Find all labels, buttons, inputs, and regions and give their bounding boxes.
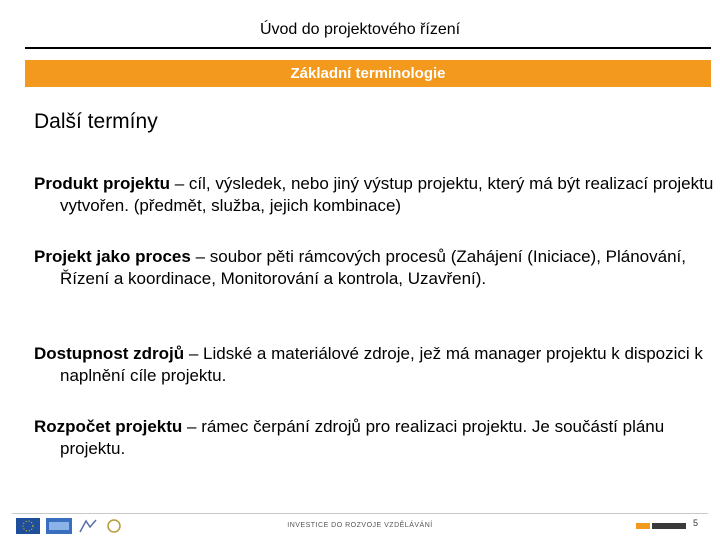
page-number: 5: [693, 518, 699, 528]
term-name: Rozpočet projektu: [34, 417, 183, 436]
project-logo-icon: [636, 520, 688, 532]
footer-logo-right: [636, 516, 688, 536]
term-item: [34, 246, 720, 290]
term-definition: – rámec čerpání zdrojů pro realizaci projektu. Je součástí plánu projektu.: [60, 417, 665, 458]
term-definition: – Lidské a materiálové zdroje, jež má manager projektu k dispozici k naplnění cíle projektu.: [60, 344, 703, 385]
term-name: Dostupnost zdrojů: [34, 344, 185, 363]
term-name: Projekt jako proces: [34, 247, 191, 266]
term-item: [34, 173, 720, 217]
page-title: Úvod do projektového řízení: [259, 21, 461, 38]
slide-heading: Další termíny: [34, 110, 158, 133]
term-item: [34, 416, 720, 460]
term-item: [34, 343, 720, 387]
term-definition: – soubor pěti rámcových procesů (Zahájení (Iniciace), Plánování, Řízení a koordinace, Monitorování a kontrola, Uzavření).: [60, 247, 686, 288]
section-banner: Základní terminologie: [25, 60, 711, 87]
footer-text: INVESTICE DO ROZVOJE VZDĚLÁVÁNÍ: [287, 522, 433, 529]
header-divider: [25, 47, 711, 49]
term-definition: – cíl, výsledek, nebo jiný výstup projektu, který má být realizací projektu vytvořen. (předmět, služba, jejich kombinace): [60, 174, 714, 215]
term-name: Produkt projektu: [34, 174, 171, 193]
footer-divider: [12, 513, 708, 514]
